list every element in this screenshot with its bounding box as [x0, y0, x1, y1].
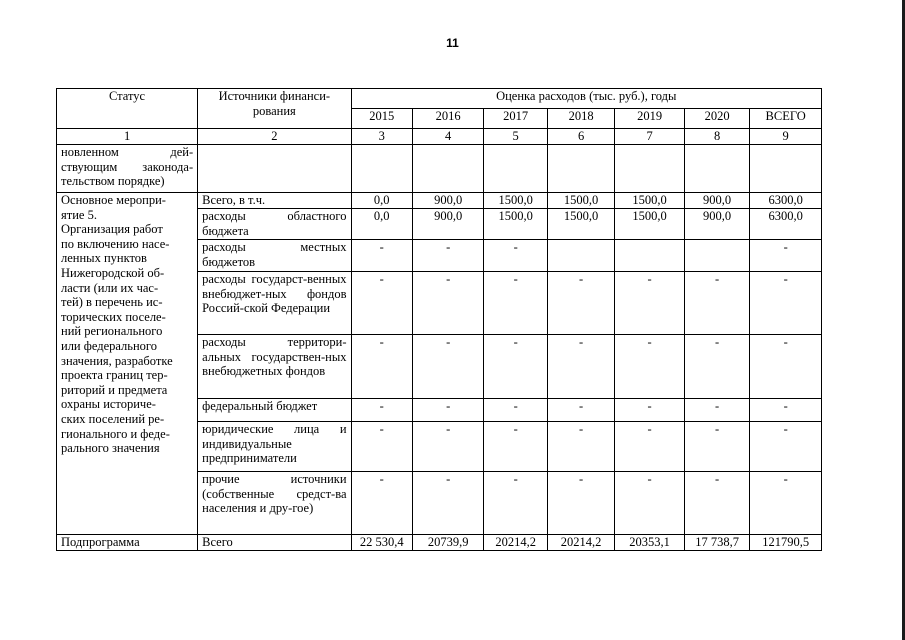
value-cell: 20739,9 — [412, 535, 484, 551]
value-cell: - — [684, 422, 749, 472]
value-cell: - — [484, 335, 547, 399]
value-cell: - — [750, 240, 822, 272]
value-cell: 1500,0 — [484, 193, 547, 209]
value-cell: - — [484, 422, 547, 472]
source-label: юридические лица и индивидуальные предприниматели — [198, 422, 351, 472]
value-cell: - — [547, 422, 614, 472]
value-cell: 20353,1 — [615, 535, 685, 551]
value-cell: - — [484, 240, 547, 272]
status-line: ний регионального — [61, 324, 163, 339]
source-label: расходы областного бюджета — [198, 209, 351, 240]
subprogram-row — [57, 535, 822, 551]
header-year: 2019 — [615, 109, 685, 129]
column-number: 9 — [750, 129, 822, 145]
value-cell: - — [684, 335, 749, 399]
header-year: 2017 — [484, 109, 547, 129]
value-cell: 0,0 — [351, 193, 412, 209]
value-cell: 6300,0 — [750, 193, 822, 209]
status-line: ласти (или их час- — [61, 280, 159, 295]
subprogram-status: Подпрограмма — [57, 535, 198, 551]
value-cell: - — [484, 272, 547, 335]
value-cell: - — [750, 335, 822, 399]
value-cell — [547, 240, 614, 272]
value-cell: - — [412, 240, 484, 272]
value-cell: - — [750, 472, 822, 535]
status-line: гионального и феде- — [61, 426, 170, 441]
value-cell: - — [615, 399, 685, 422]
value-cell: - — [484, 472, 547, 535]
value-cell: 20214,2 — [547, 535, 614, 551]
column-number: 8 — [684, 129, 749, 145]
status-line: проекта границ тер- — [61, 368, 168, 383]
source-label: расходы государст-венных внебюджет-ных фондов Россий-ской Федерации — [198, 272, 351, 335]
value-cell: - — [351, 422, 412, 472]
value-cell: - — [684, 272, 749, 335]
status-line: ских поселений ре- — [61, 411, 165, 426]
value-cell: 1500,0 — [484, 209, 547, 240]
value-cell: 1500,0 — [615, 193, 685, 209]
value-cell: 20214,2 — [484, 535, 547, 551]
value-cell: 900,0 — [412, 209, 484, 240]
budget-table — [56, 88, 822, 551]
value-cell: - — [684, 472, 749, 535]
status-line: Организация работ — [61, 222, 163, 237]
value-cell: - — [412, 272, 484, 335]
status-line: охраны историче- — [61, 397, 156, 412]
status-line: Нижегородской об- — [61, 265, 165, 280]
value-cell: - — [412, 422, 484, 472]
header-year: 2015 — [351, 109, 412, 129]
value-cell: 900,0 — [684, 193, 749, 209]
value-cell: - — [615, 472, 685, 535]
header-sources: Источники финанси-рования — [198, 89, 351, 129]
page-number: 11 — [446, 36, 459, 50]
value-cell: - — [351, 472, 412, 535]
value-cell: 900,0 — [684, 209, 749, 240]
status-line: ятие 5. — [61, 207, 97, 222]
header-estimate: Оценка расходов (тыс. руб.), годы — [351, 89, 821, 109]
value-cell: - — [547, 472, 614, 535]
value-cell: 900,0 — [412, 193, 484, 209]
header-year: 2018 — [547, 109, 614, 129]
column-number: 3 — [351, 129, 412, 145]
value-cell: - — [547, 272, 614, 335]
value-cell: - — [547, 399, 614, 422]
value-cell: 1500,0 — [547, 193, 614, 209]
column-number: 1 — [57, 129, 198, 145]
status-line: рального значения — [61, 441, 160, 456]
source-label: федеральный бюджет — [198, 399, 351, 422]
value-cell: 0,0 — [351, 209, 412, 240]
status-line: тей) в перечень ис- — [61, 295, 163, 310]
table-row — [57, 193, 822, 209]
value-cell: - — [615, 335, 685, 399]
value-cell: 1500,0 — [615, 209, 685, 240]
value-cell: 22 530,4 — [351, 535, 412, 551]
main-event-status — [57, 193, 198, 535]
continuation-row — [57, 145, 822, 193]
header-status: Статус — [57, 89, 198, 129]
column-number: 7 — [615, 129, 685, 145]
status-line: по включению насе- — [61, 236, 170, 251]
column-number: 2 — [198, 129, 351, 145]
status-line: ленных пунктов — [61, 251, 147, 266]
value-cell: - — [615, 272, 685, 335]
column-number-row — [57, 129, 822, 145]
value-cell: - — [750, 272, 822, 335]
subprogram-source: Всего — [198, 535, 351, 551]
column-number: 5 — [484, 129, 547, 145]
value-cell: - — [351, 240, 412, 272]
value-cell: - — [412, 472, 484, 535]
value-cell: - — [750, 399, 822, 422]
status-line: значения, разработке — [61, 353, 173, 368]
status-line: Основное меропри- — [61, 193, 166, 207]
value-cell — [684, 240, 749, 272]
value-cell: - — [484, 399, 547, 422]
value-cell: - — [351, 272, 412, 335]
value-cell — [615, 240, 685, 272]
value-cell: 17 738,7 — [684, 535, 749, 551]
value-cell: - — [547, 335, 614, 399]
value-cell: - — [412, 399, 484, 422]
status-line: риторий и предмета — [61, 382, 168, 397]
value-cell: - — [351, 335, 412, 399]
source-label: прочие источники (собственные средст-ва населения и дру-гое) — [198, 472, 351, 535]
value-cell: - — [750, 422, 822, 472]
source-label: Всего, в т.ч. — [198, 193, 351, 209]
status-line: торических поселе- — [61, 309, 166, 324]
value-cell: - — [351, 399, 412, 422]
column-number: 6 — [547, 129, 614, 145]
value-cell: 1500,0 — [547, 209, 614, 240]
source-label: расходы местных бюджетов — [198, 240, 351, 272]
header-year: 2016 — [412, 109, 484, 129]
value-cell: 6300,0 — [750, 209, 822, 240]
value-cell: - — [412, 335, 484, 399]
value-cell: 121790,5 — [750, 535, 822, 551]
status-line: или федерального — [61, 338, 157, 353]
value-cell: - — [684, 399, 749, 422]
header-year: 2020 — [684, 109, 749, 129]
header-total: ВСЕГО — [750, 109, 822, 129]
column-number: 4 — [412, 129, 484, 145]
source-label: расходы территори-альных государствен-ных внебюджетных фондов — [198, 335, 351, 399]
continuation-status: новленном дей-ствующим законода-тельством порядке) — [57, 145, 198, 193]
value-cell: - — [615, 422, 685, 472]
